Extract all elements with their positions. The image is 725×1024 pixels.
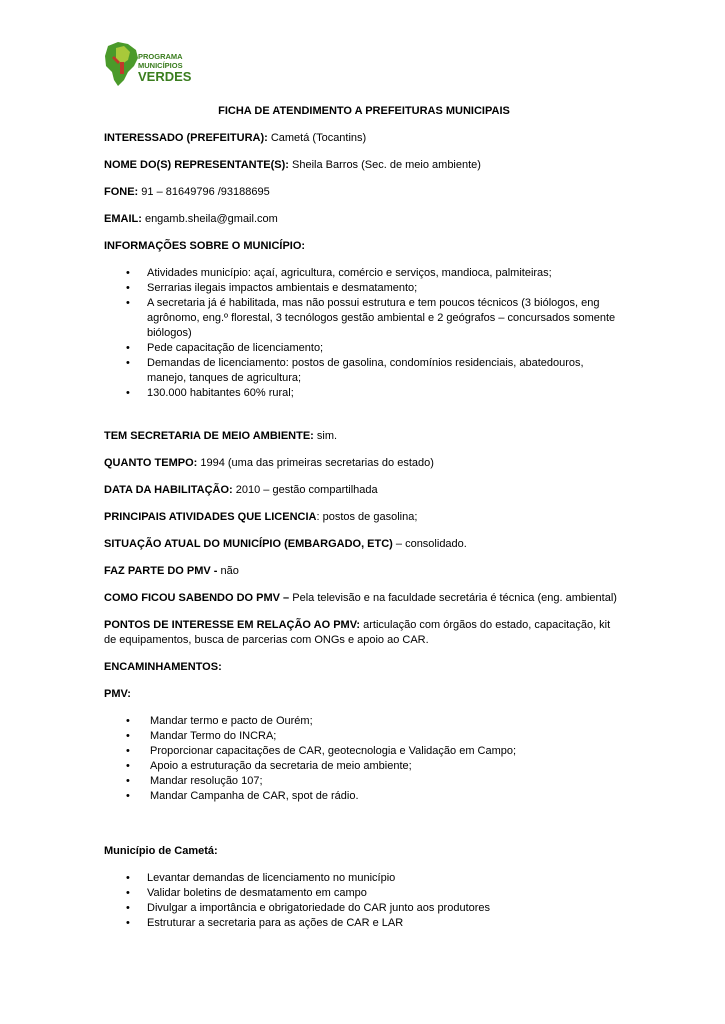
list-item: • A secretaria já é habilitada, mas não possui estrutura e tem poucos técnicos (3 biólogos, eng agrônomo, eng.º florestal, 3 tecnólogos gestão ambiental e 2 geógrafos – concursados somente biólogos)	[126, 297, 616, 339]
municipio-list	[104, 871, 624, 931]
pmv-list	[104, 714, 624, 804]
field-como-ficou: COMO FICOU SABENDO DO PMV – Pela televisão e na faculdade secretária é técnica (eng. ambiental)	[104, 592, 617, 604]
list-item: • Apoio a estruturação da secretaria de meio ambiente;	[126, 760, 412, 772]
field-interessado: INTERESSADO (PREFEITURA): Cametá (Tocantins)	[104, 132, 367, 144]
document-title: FICHA DE ATENDIMENTO A PREFEITURAS MUNICIPAIS	[218, 105, 510, 117]
list-item: • Validar boletins de desmatamento em campo	[126, 887, 367, 899]
logo-wordmark: PROGRAMA MUNICÍPIOS VERDES	[138, 52, 192, 84]
list-item: • Atividades município: açaí, agricultura, comércio e serviços, mandioca, palmiteiras;	[126, 267, 552, 279]
field-pontos: PONTOS DE INTERESSE EM RELAÇÃO AO PMV: articulação com órgãos do estado, capacitação, kit de equipamentos, busca de parcerias com ONGs e apoio ao CAR.	[104, 619, 611, 646]
field-fone: FONE: 91 – 81649796 /93188695	[104, 186, 270, 198]
brazil-map-icon	[104, 40, 140, 88]
list-item: • Levantar demandas de licenciamento no município	[126, 872, 396, 884]
list-item: • 130.000 habitantes 60% rural;	[126, 387, 294, 399]
list-item: • Divulgar a importância e obrigatoriedade do CAR junto aos produtores	[126, 902, 491, 914]
municipio-heading: Município de Cametá:	[104, 845, 218, 857]
info-list	[104, 266, 624, 401]
field-info-label: INFORMAÇÕES SOBRE O MUNICÍPIO:	[104, 240, 306, 252]
list-item: • Mandar Campanha de CAR, spot de rádio.	[126, 790, 359, 802]
field-email: EMAIL: engamb.sheila@gmail.com	[104, 213, 278, 225]
list-item: • Mandar termo e pacto de Ourém;	[126, 715, 313, 727]
list-item: • Estruturar a secretaria para as ações de CAR e LAR	[126, 917, 404, 929]
field-tempo: QUANTO TEMPO: 1994 (uma das primeiras secretarias do estado)	[104, 457, 434, 469]
field-representante: NOME DO(S) REPRESENTANTE(S): Sheila Barros (Sec. de meio ambiente)	[104, 159, 481, 171]
document-body	[104, 104, 624, 931]
field-atividades: PRINCIPAIS ATIVIDADES QUE LICENCIA: postos de gasolina;	[104, 511, 418, 523]
program-logo	[104, 40, 204, 88]
field-faz-parte: FAZ PARTE DO PMV - não	[104, 565, 239, 577]
list-item: • Proporcionar capacitações de CAR, geotecnologia e Validação em Campo;	[126, 745, 517, 757]
field-habilitacao: DATA DA HABILITAÇÃO: 2010 – gestão compartilhada	[104, 484, 378, 496]
list-item: • Mandar Termo do INCRA;	[126, 730, 277, 742]
list-item: • Serrarias ilegais impactos ambientais e desmatamento;	[126, 282, 418, 294]
field-secretaria: TEM SECRETARIA DE MEIO AMBIENTE: sim.	[104, 430, 338, 442]
list-item: • Pede capacitação de licenciamento;	[126, 342, 324, 354]
pmv-heading: PMV:	[104, 688, 131, 700]
encaminhamentos-heading: ENCAMINHAMENTOS:	[104, 661, 222, 673]
list-item: • Mandar resolução 107;	[126, 775, 263, 787]
list-item: • Demandas de licenciamento: postos de gasolina, condomínios residenciais, abatedouros, manejo, tanques de agricultura;	[126, 357, 584, 384]
field-situacao: SITUAÇÃO ATUAL DO MUNICÍPIO (EMBARGADO, ETC) – consolidado.	[104, 538, 467, 550]
